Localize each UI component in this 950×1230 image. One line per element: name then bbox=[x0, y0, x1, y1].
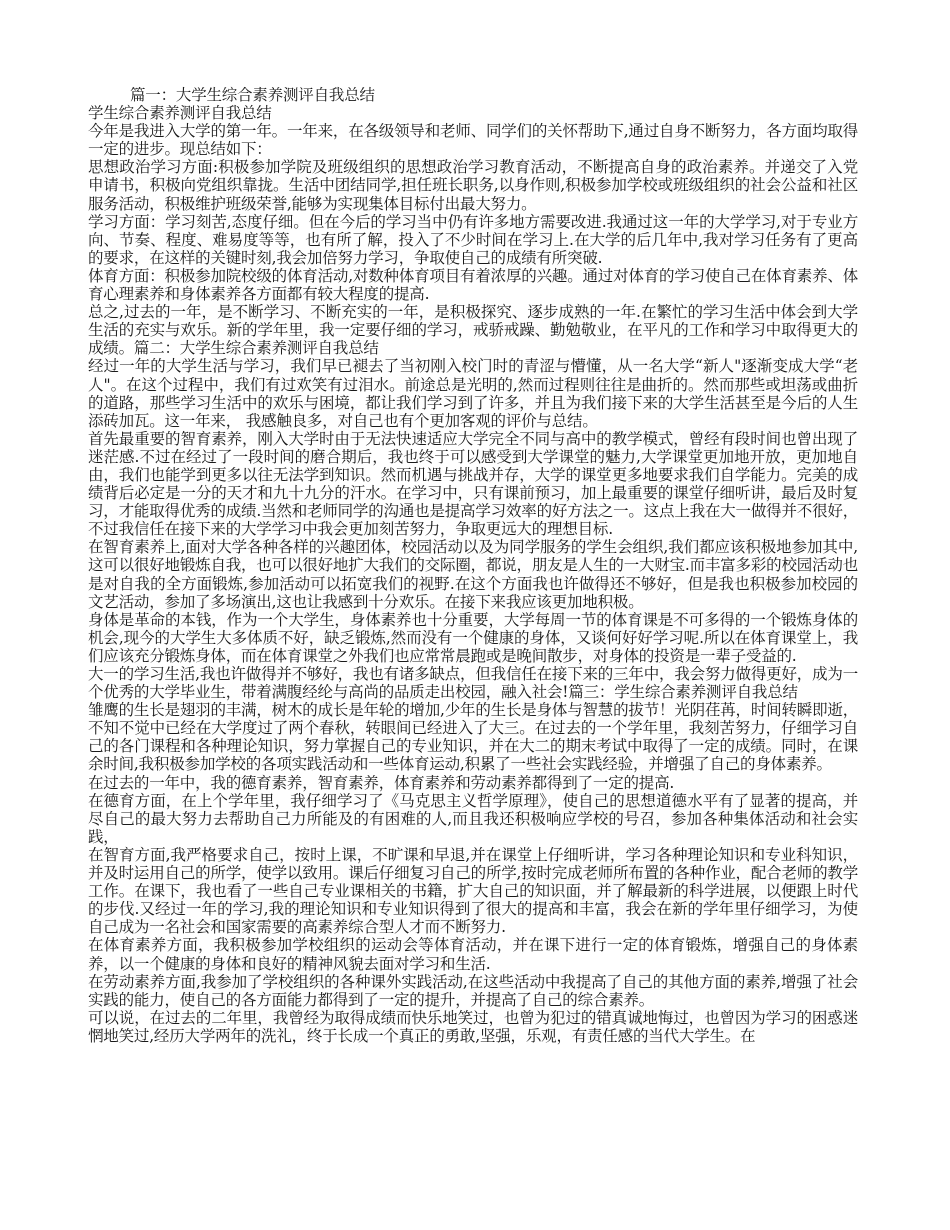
paragraph: 在劳动素养方面,我参加了学校组织的各种课外实践活动,在这些活动中我提高了自己的其他方面的素养,增强了社会实践的能力，使自己的各方面能力都得到了一定的提升，并提高了自己的综合素养。 bbox=[88, 972, 858, 1009]
paragraph: 大一的学习生活,我也许做得并不够好，我也有诸多缺点，但我信任在接下来的三年中，我会努力做得更好，成为一个优秀的大学毕业生，带着满腹经纶与高尚的品质走出校园，融入社会!篇三：学生综合素养测评自我总结 bbox=[88, 665, 858, 702]
paragraph: 在智育素养上,面对大学各种各样的兴趣团体，校园活动以及为同学服务的学生会组织,我们都应该积极地参加其中,这可以很好地锻炼自我，也可以很好地扩大我们的交际圈，都说，朋友是人生的一大财宝.而丰富多彩的校园活动也是对自我的全方面锻炼,参加活动可以拓宽我们的视野.在这个方面我也许做得还不够好，但是我也积极参加校园的文艺活动，参加了多场演出,这也让我感到十分欢乐。在接下来我应该更加地积极。 bbox=[88, 538, 858, 611]
paragraph: 学生综合素养测评自我总结 bbox=[88, 104, 272, 123]
paragraph: 在过去的一年中，我的德育素养，智育素养，体育素养和劳动素养都得到了一定的提高. bbox=[88, 773, 675, 792]
paragraph: 总之,过去的一年，是不断学习、不断充实的一年，是积极探究、逐步成熟的一年.在繁忙的学习生活中体会到大学生活的充实与欢乐。新的学年里，我一定要仔细的学习，戒骄戒躁、勤勉敬业，在平凡的工作和学习中取得更大的成绩。篇二：大学生综合素养测评自我总结 bbox=[88, 303, 858, 358]
paragraph: 首先最重要的智育素养，刚入大学时由于无法快速适应大学完全不同与高中的教学模式，曾经有段时间也曾出现了迷茫感.不过在经过了一段时间的磨合期后，我也终于可以感受到大学课堂的魅力,大学课堂更加地开放，更加地自由，我们也能学到更多以往无法学到知识。然而机遇与挑战并存，大学的课堂更多地要求我们自学能力。完美的成绩背后必定是一分的天才和九十九分的汗水。在学习中，只有课前预习，加上最重要的课堂仔细听讲，最后及时复习，才能取得优秀的成绩.当然和老师同学的沟通也是提高学习效率的好方法之一。这点上我在大一做得并不很好，不过我信任在接下来的大学学习中我会更加刻苦努力，争取更远大的理想目标. bbox=[88, 429, 858, 539]
paragraph: 可以说，在过去的二年里，我曾经为取得成绩而快乐地笑过，也曾为犯过的错真诚地悔过，也曾因为学习的困惑迷惘地笑过,经历大学两年的洗礼，终于长成一个真正的勇敢,坚强，乐观，有责任感的当代大学生。在 bbox=[88, 1008, 858, 1045]
document-body bbox=[88, 86, 858, 1045]
paragraph: 体育方面：积极参加院校级的体育活动,对数种体育项目有着浓厚的兴趣。通过对体育的学习使自己在体育素养、体育心理素养和身体素养各方面都有较大程度的提高. bbox=[88, 266, 858, 304]
paragraph: 学习方面：学习刻苦,态度仔细。但在今后的学习当中仍有许多地方需要改进.我通过这一年的大学学习,对于专业方向、节奏、程度、难易度等等，也有所了解，投入了不少时间在学习上.在大学的后几年中,我对学习任务有了更高的要求，在这样的关键时刻,我会加倍努力学习，争取使自己的成绩有所突破. bbox=[88, 212, 858, 267]
paragraph: 身体是革命的本钱，作为一个大学生，身体素养也十分重要，大学每周一节的体育课是不可多得的一个锻炼身体的机会,现今的大学生大多体质不好，缺乏锻炼,然而没有一个健康的身体，又谈何好好学习呢.所以在体育课堂上，我们应该充分锻炼身体，而在体育课堂之外我们也应常常晨跑或是晚间散步，对身体的投资是一辈子受益的. bbox=[88, 610, 858, 665]
paragraph: 在智育方面,我严格要求自己，按时上课，不旷课和早退,并在课堂上仔细听讲，学习各种理论知识和专业科知识，并及时运用自己的所学，使学以致用。课后仔细复习自己的所学,按时完成老师所布置的各种作业，配合老师的教学工作。在课下，我也看了一些自己专业课相关的书籍，扩大自己的知识面，并了解最新的科学进展，以便跟上时代的步伐.又经过一年的学习,我的理论知识和专业知识得到了很大的提高和丰富，我会在新的学年里仔细学习，为使自己成为一名社会和国家需要的高素养综合型人才而不断努力. bbox=[88, 845, 858, 937]
paragraph: 在德育方面，在上个学年里，我仔细学习了《马克思主义哲学原理》，使自己的思想道德水平有了显著的提高，并尽自己的最大努力去帮助自己力所能及的有困难的人,而且我还积极响应学校的号召，参加各种集体活动和社会实践， bbox=[88, 791, 858, 846]
paragraph: 在体育素养方面，我积极参加学校组织的运动会等体育活动，并在课下进行一定的体育锻炼，增强自己的身体素养，以一个健康的身体和良好的精神风貌去面对学习和生活. bbox=[88, 936, 858, 973]
paragraph: 经过一年的大学生活与学习，我们早已褪去了当初刚入校门时的青涩与懵懂，从一名大学“新人"逐渐变成大学“老人"。在这个过程中，我们有过欢笑有过泪水。前途总是光明的,然而过程则往往是曲折的。然而那些或坦荡或曲折的道路，那些学习生活中的欢乐与困境，都让我们学习到了许多，并且为我们接下来的大学生活甚至是今后的人生添砖加瓦。这一年来， 我感触良多，对自己也有个更加客观的评价与总结。 bbox=[88, 357, 858, 430]
document-title: 篇一：大学生综合素养测评自我总结 bbox=[130, 86, 375, 104]
paragraph: 今年是我进入大学的第一年。一年来，在各级领导和老师、同学们的关怀帮助下,通过自身不断努力，各方面均取得一定的进步。现总结如下： bbox=[88, 122, 858, 159]
paragraph: 雏鹰的生长是翅羽的丰满，树木的成长是年轮的增加,少年的生长是身体与智慧的拔节！光阴荏苒，时间转瞬即逝，不知不觉中已经在大学度过了两个春秋，转眼间已经进入了大三。在过去的一个学年里，我刻苦努力，仔细学习自己的各门课程和各种理论知识，努力掌握自己的专业知识，并在大二的期末考试中取得了一定的成绩。同时，在课余时间,我积极参加学校的各项实践活动和一些体育运动,积累了一些社会实践经验，并增强了自己的身体素养。 bbox=[88, 701, 858, 774]
paragraph: 思想政治学习方面:积极参加学院及班级组织的思想政治学习教育活动，不断提高自身的政治素养。并递交了入党申请书，积极向党组织靠拢。生活中团结同学,担任班长职务,以身作则,积极参加学校或班级组织的社会公益和社区服务活动，积极维护班级荣誉,能够为实现集体目标付出最大努力。 bbox=[88, 158, 858, 213]
